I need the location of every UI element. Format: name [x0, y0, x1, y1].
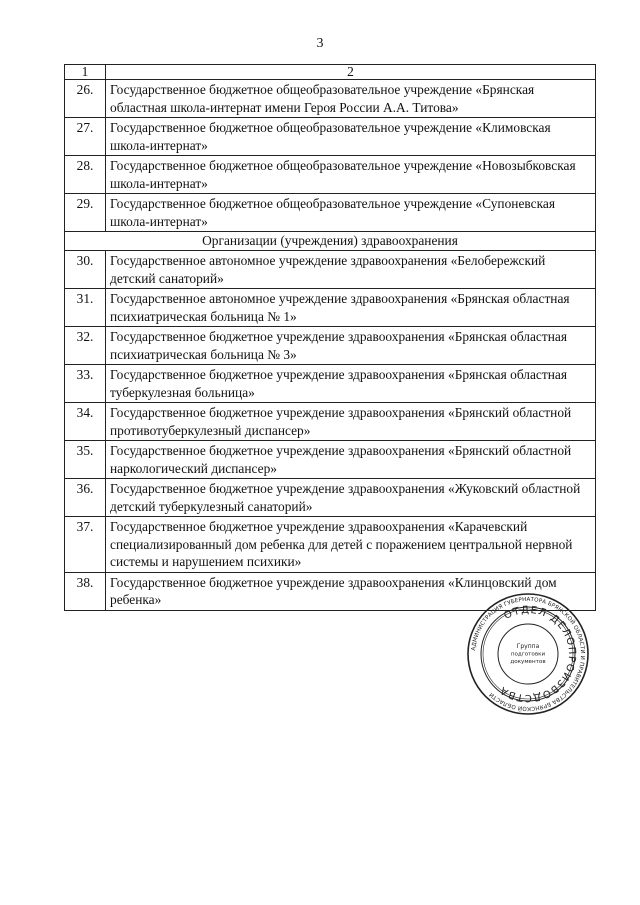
row-number: 27.: [65, 118, 106, 156]
stamp-outer-text: АДМИНИСТРАЦИЯ ГУБЕРНАТОРА БРЯНСКОЙ ОБЛАСТИ И ПРАВИТЕЛЬСТВА БРЯНСКОЙ ОБЛАСТИ: [471, 596, 586, 712]
stamp-center-line-3: документов: [510, 659, 546, 665]
table-header-row: [65, 65, 596, 80]
row-number: 36.: [65, 479, 106, 517]
row-number: 38.: [65, 572, 106, 610]
table-row: [65, 479, 596, 517]
row-number: 26.: [65, 80, 106, 118]
institution-name: Государственное бюджетное учреждение здравоохранения «Жуковский областной детский туберкулезный санаторий»: [106, 479, 596, 517]
institution-name: Государственное бюджетное общеобразовательное учреждение «Супоневская школа-интернат»: [106, 194, 596, 232]
row-number: 28.: [65, 156, 106, 194]
header-column-number: 1: [65, 65, 106, 80]
table-row: [65, 403, 596, 441]
stamp-center-line-1: Группа: [516, 643, 540, 650]
institution-name: Государственное бюджетное учреждение здравоохранения «Карачевский специализированный дом ребенка для детей с поражением центральной нервной системы и нарушением психики»: [106, 517, 596, 573]
table-row: [65, 441, 596, 479]
table-body-healthcare: [65, 251, 596, 611]
row-number: 30.: [65, 251, 106, 289]
row-number: 33.: [65, 365, 106, 403]
office-stamp: [466, 592, 590, 716]
table-row: [65, 156, 596, 194]
stamp-ring-text: ОТДЕЛ ДЕЛОПРОИЗВОДСТВА: [497, 604, 578, 704]
table-row: [65, 251, 596, 289]
table-row: [65, 365, 596, 403]
institution-name: Государственное бюджетное общеобразовательное учреждение «Новозыбковская школа-интернат»: [106, 156, 596, 194]
section-row: [65, 232, 596, 251]
table-row: [65, 289, 596, 327]
row-number: 35.: [65, 441, 106, 479]
institution-name: Государственное бюджетное учреждение здравоохранения «Клинцовский дом ребенка»: [106, 572, 596, 610]
row-number: 37.: [65, 517, 106, 573]
institution-name: Государственное бюджетное учреждение здравоохранения «Брянский областной наркологический диспансер»: [106, 441, 596, 479]
table-row: [65, 194, 596, 232]
institutions-table: [64, 64, 596, 611]
table-row: [65, 118, 596, 156]
row-number: 31.: [65, 289, 106, 327]
institution-name: Государственное бюджетное учреждение здравоохранения «Брянская областная туберкулезная больница»: [106, 365, 596, 403]
page-number: 3: [316, 36, 324, 51]
institution-name: Государственное бюджетное общеобразовательное учреждение «Климовская школа-интернат»: [106, 118, 596, 156]
row-number: 32.: [65, 327, 106, 365]
table-row: [65, 80, 596, 118]
institution-name: Государственное бюджетное учреждение здравоохранения «Брянская областная психиатрическая больница № 3»: [106, 327, 596, 365]
table-body-education: [65, 80, 596, 232]
stamp-center-line-2: подготовки: [510, 651, 546, 658]
institution-name: Государственное бюджетное общеобразовательное учреждение «Брянская областная школа-интернат имени Героя России А.А. Титова»: [106, 80, 596, 118]
institution-name: Государственное бюджетное учреждение здравоохранения «Брянский областной противотуберкулезный диспансер»: [106, 403, 596, 441]
row-number: 29.: [65, 194, 106, 232]
row-number: 34.: [65, 403, 106, 441]
institution-name: Государственное автономное учреждение здравоохранения «Белобережский детский санаторий»: [106, 251, 596, 289]
header-column-name: 2: [106, 65, 596, 80]
table-row: [65, 327, 596, 365]
table-row: [65, 517, 596, 573]
section-title: Организации (учреждения) здравоохранения: [65, 232, 596, 251]
institution-name: Государственное автономное учреждение здравоохранения «Брянская областная психиатрическая больница № 1»: [106, 289, 596, 327]
